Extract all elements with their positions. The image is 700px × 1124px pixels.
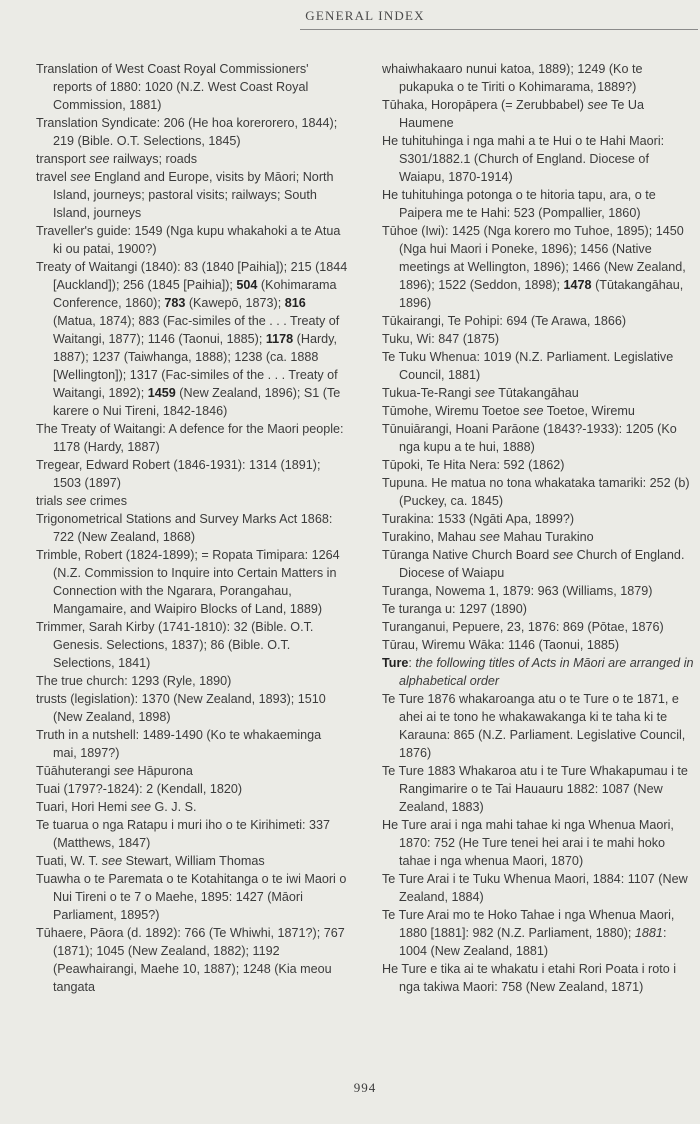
index-entry xyxy=(382,420,694,456)
index-entry xyxy=(36,672,348,690)
entry-text: Toetoe, Wiremu xyxy=(543,404,635,418)
entry-text: He tuhituhinga i nga mahi a te Hui o te Hahi Maori: S301/1882.1 (Church of England. Diocese of Waiapu, 1870-1914) xyxy=(382,134,665,184)
index-entry xyxy=(382,348,694,384)
entry-italic-text: see xyxy=(113,764,135,778)
index-entry xyxy=(382,690,694,762)
entry-text: Stewart, William Thomas xyxy=(122,854,265,868)
entry-text: crimes xyxy=(86,494,127,508)
entry-text: Te Tuku Whenua: 1019 (N.Z. Parliament. Legislative Council, 1881) xyxy=(382,350,674,382)
index-entry xyxy=(382,600,694,618)
entry-text: Tūrau, Wiremu Wāka: 1146 (Taonui, 1885) xyxy=(382,638,620,652)
entry-italic-text: see xyxy=(523,404,544,418)
index-entry xyxy=(382,762,694,816)
entry-text: Hāpurona xyxy=(134,764,193,778)
entry-text: Translation of West Coast Royal Commissioners' reports of 1880: 1020 (N.Z. West Coast Royal Commission, 1881) xyxy=(36,62,309,112)
entry-text: The Treaty of Waitangi: A defence for the Maori people: 1178 (Hardy, 1887) xyxy=(36,422,344,454)
index-entry xyxy=(382,528,694,546)
entry-text: Te Ture 1876 whakaroanga atu o te Ture o te 1871, e ahei ai te tono he whakawakanga ki te taha ki te Karauna: 865 (N.Z. Parliament. Legislative Council, 1876) xyxy=(382,692,686,760)
index-entry xyxy=(36,816,348,852)
index-entry xyxy=(36,456,348,492)
index-entry xyxy=(36,492,348,510)
entry-text: trusts (legislation): 1370 (New Zealand, 1893); 1510 (New Zealand, 1898) xyxy=(36,692,326,724)
entry-text: Tūāhuterangi xyxy=(36,764,114,778)
index-entry xyxy=(382,384,694,402)
index-entry xyxy=(36,510,348,546)
index-entry xyxy=(382,654,694,690)
entry-text: Truth in a nutshell: 1489-1490 (Ko te whakaeminga mai, 1897?) xyxy=(36,728,322,760)
entry-text: (Kohimarama Conference, 1860); xyxy=(53,278,337,310)
entry-text: transport xyxy=(36,152,90,166)
index-entry xyxy=(382,96,694,132)
entry-text: Te Ture Arai mo te Hoko Tahae i nga Whenua Maori, 1880 [1881]: 982 (N.Z. Parliament, 1880); xyxy=(382,908,675,940)
index-entry xyxy=(36,114,348,150)
entry-text: : xyxy=(408,656,416,670)
index-entry xyxy=(382,402,694,420)
index-column-left xyxy=(36,60,348,996)
entry-bold-ref: Ture xyxy=(382,656,409,670)
entry-text: (Kawepō, 1873); xyxy=(185,296,285,310)
index-entry xyxy=(382,330,694,348)
index-entry xyxy=(36,60,348,114)
entry-text: Treaty of Waitangi (1840): 83 (1840 [Paihia]); 215 (1844 [Auckland]); 256 (1845 [Paihia]); xyxy=(36,260,348,292)
entry-text: Te Ture Arai i te Tuku Whenua Maori, 1884: 1107 (New Zealand, 1884) xyxy=(382,872,688,904)
entry-italic-text: the following titles of Acts in Māori are arranged in alphabetical order xyxy=(399,656,694,688)
entry-text: Tūtakangāhau xyxy=(494,386,579,400)
index-entry xyxy=(382,132,694,186)
index-entry xyxy=(382,456,694,474)
entry-text: (Hardy, 1887); 1237 (Taiwhanga, 1888); 1238 (ca. 1888 [Wellington]); 1317 (Fac-similes of the . . . Treaty of Waitangi, 1892); xyxy=(53,332,338,400)
entry-italic-text: see xyxy=(474,386,495,400)
entry-text: (New Zealand, 1896); S1 (Te karere o Nui Tireni, 1842-1846) xyxy=(53,386,341,418)
entry-italic-text: see xyxy=(479,530,500,544)
running-head-title: GENERAL INDEX xyxy=(305,8,425,23)
entry-text: travel xyxy=(36,170,71,184)
index-entry xyxy=(36,852,348,870)
index-entry xyxy=(36,168,348,222)
entry-bold-ref: 816 xyxy=(284,296,306,310)
entry-text: Mahau Turakino xyxy=(499,530,594,544)
entry-text: He Ture arai i nga mahi tahae ki nga Whenua Maori, 1870: 752 (He Ture tenei hei arai i te mahi hoko tahae i nga whenua Maori, 1870) xyxy=(382,818,674,868)
entry-bold-ref: 783 xyxy=(164,296,186,310)
index-entry xyxy=(382,906,694,960)
index-entry xyxy=(36,222,348,258)
entry-text: Tukua-Te-Rangi xyxy=(382,386,475,400)
entry-text: Te Ture 1883 Whakaroa atu i te Ture Whakapumau i te Rangimarire o te Tai Hauauru 1882: 1087 (New Zealand, 1883) xyxy=(382,764,688,814)
index-entry xyxy=(382,186,694,222)
entry-text: Turanganui, Pepuere, 23, 1876: 869 (Pōtae, 1876) xyxy=(382,620,664,634)
entry-text: He Ture e tika ai te whakatu i etahi Rori Poata i roto i nga takiwa Maori: 758 (New Zealand, 1871) xyxy=(382,962,677,994)
entry-bold-ref: 1459 xyxy=(147,386,176,400)
entry-text: The true church: 1293 (Ryle, 1890) xyxy=(36,674,232,688)
index-entry xyxy=(36,618,348,672)
entry-text: Te tuarua o nga Ratapu i muri iho o te Kirihimeti: 337 (Matthews, 1847) xyxy=(36,818,331,850)
page-number: 994 xyxy=(353,1080,377,1095)
entry-italic-text: see xyxy=(70,170,91,184)
entry-bold-ref: 1178 xyxy=(265,332,294,346)
entry-text: Tregear, Edward Robert (1846-1931): 1314 (1891); 1503 (1897) xyxy=(36,458,321,490)
entry-italic-text: see xyxy=(101,854,123,868)
entry-italic-text: see xyxy=(552,548,574,562)
index-entry xyxy=(36,780,348,798)
entry-text: Turakino, Mahau xyxy=(382,530,480,544)
index-entry xyxy=(36,420,348,456)
index-entry xyxy=(36,726,348,762)
index-entry xyxy=(36,546,348,618)
entry-text: Tūhaka, Horopāpera (= Zerubbabel) xyxy=(382,98,588,112)
entry-italic-text: see xyxy=(89,152,110,166)
entry-text: Trigonometrical Stations and Survey Marks Act 1868: 722 (New Zealand, 1868) xyxy=(36,512,333,544)
index-entry xyxy=(382,510,694,528)
entry-text: (Tūtakangāhau, 1896) xyxy=(399,278,684,310)
index-entry xyxy=(36,798,348,816)
entry-text: Traveller's guide: 1549 (Nga kupu whakahoki a te Atua ki ou patai, 1900?) xyxy=(36,224,341,256)
entry-text: Tuawha o te Paremata o te Kotahitanga o te iwi Maori o Nui Tireni o te 7 o Maehe, 1895: 1427 (Māori Parliament, 1895?) xyxy=(36,872,347,922)
entry-text: (Matua, 1874); 883 (Fac-similes of the . . . Treaty of Waitangi, 1877); 1146 (Taonui, 1885); xyxy=(53,314,340,346)
entry-italic-text: see xyxy=(66,494,87,508)
entry-text: Tūnuiārangi, Hoani Parāone (1843?-1933): 1205 (Ko nga kupu a te hui, 1888) xyxy=(382,422,677,454)
index-entry xyxy=(36,690,348,726)
index-entry xyxy=(382,960,694,996)
index-entry xyxy=(382,312,694,330)
entry-bold-ref: 1478 xyxy=(563,278,592,292)
index-entry xyxy=(382,582,694,600)
entry-text: Te turanga u: 1297 (1890) xyxy=(382,602,527,616)
index-entry xyxy=(382,60,694,96)
entry-text: Tūranga Native Church Board xyxy=(382,548,553,562)
entry-text: Tuai (1797?-1824): 2 (Kendall, 1820) xyxy=(36,782,243,796)
entry-text: Tūkairangi, Te Pohipi: 694 (Te Arawa, 1866) xyxy=(382,314,627,328)
entry-text: Turanga, Nowema 1, 1879: 963 (Williams, 1879) xyxy=(382,584,653,598)
entry-text: Tūhoe (Iwi): 1425 (Nga korero mo Tuhoe, 1895); 1450 (Nga hui Maori i Poneke, 1896); 1456 (Native meetings at Wellington, 1896); 1466 (New Zealand, 1896); 1522 (Seddon, 1898); xyxy=(382,224,686,292)
entry-text: Turakina: 1533 (Ngāti Apa, 1899?) xyxy=(382,512,575,526)
entry-text: Tūmohe, Wiremu Toetoe xyxy=(382,404,524,418)
entry-text: Tuari, Hori Hemi xyxy=(36,800,131,814)
entry-text: Trimmer, Sarah Kirby (1741-1810): 32 (Bible. O.T. Genesis. Selections, 1837); 86 (Bible. O.T. Selections, 1841) xyxy=(36,620,314,670)
entry-text: Translation Syndicate: 206 (He hoa korerorero, 1844); 219 (Bible. O.T. Selections, 1845) xyxy=(36,116,338,148)
index-column-right xyxy=(382,60,694,996)
entry-text: : 1004 (New Zealand, 1881) xyxy=(399,926,667,958)
entry-text: railways; roads xyxy=(109,152,198,166)
index-entry xyxy=(36,762,348,780)
header-rule xyxy=(300,29,698,30)
entry-bold-ref: 504 xyxy=(236,278,258,292)
entry-text: Tuati, W. T. xyxy=(36,854,102,868)
entry-text: Tūhaere, Pāora (d. 1892): 766 (Te Whiwhi, 1871?); 767 (1871); 1045 (New Zealand, 1882); 1192 (Peawhairangi, Maehe 10, 1887); 1248 (Kia meou tangata xyxy=(36,926,345,994)
entry-text: Church of England. Diocese of Waiapu xyxy=(399,548,685,580)
index-entry xyxy=(36,258,348,420)
entry-text: trials xyxy=(36,494,67,508)
index-entry xyxy=(382,474,694,510)
index-entry xyxy=(382,870,694,906)
entry-text: Te Ua Haumene xyxy=(399,98,644,130)
entry-italic-text: see xyxy=(130,800,152,814)
index-entry xyxy=(382,636,694,654)
index-entry xyxy=(36,924,348,996)
entry-text: whaiwhakaaro nunui katoa, 1889); 1249 (Ko te pukapuka o te Tiriti o Kohimarama, 1889?) xyxy=(382,62,643,94)
entry-italic-text: 1881 xyxy=(634,926,663,940)
index-entry xyxy=(382,546,694,582)
index-entry xyxy=(36,150,348,168)
entry-text: Tupuna. He matua no tona whakataka tamariki: 252 (b) (Puckey, ca. 1845) xyxy=(382,476,690,508)
entry-italic-text: see xyxy=(587,98,608,112)
entry-text: England and Europe, visits by Māori; North Island, journeys; pastoral visits; railways; South Island, journeys xyxy=(53,170,334,220)
index-entry xyxy=(382,816,694,870)
entry-text: He tuhituhinga potonga o te hitoria tapu, ara, o te Paipera me te Hahi: 523 (Pompallier, 1860) xyxy=(382,188,656,220)
index-entry xyxy=(382,222,694,312)
index-entry xyxy=(36,870,348,924)
entry-text: Tuku, Wi: 847 (1875) xyxy=(382,332,500,346)
entry-text: G. J. S. xyxy=(151,800,197,814)
entry-text: Tūpoki, Te Hita Nera: 592 (1862) xyxy=(382,458,565,472)
entry-text: Trimble, Robert (1824-1899); = Ropata Timipara: 1264 (N.Z. Commission to Inquire into Certain Matters in Connection with the Ngarara, Porangahau, Mangamaire, and Waipiro Blocks of Land, 1889) xyxy=(36,548,340,616)
index-entry xyxy=(382,618,694,636)
